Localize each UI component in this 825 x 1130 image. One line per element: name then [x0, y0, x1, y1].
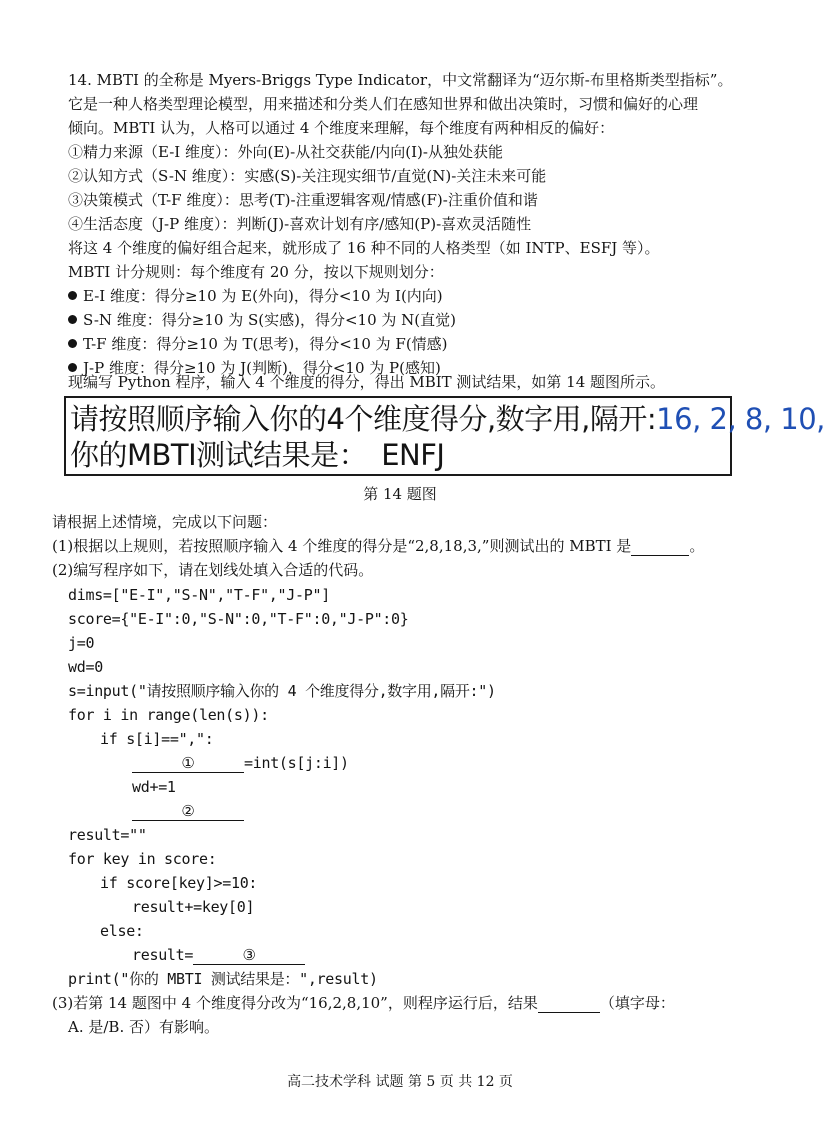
- answer-blank-q3[interactable]: [538, 994, 600, 1013]
- rule-title: MBTI 计分规则：每个维度有 20 分，按以下规则划分：: [68, 263, 444, 281]
- console-result-line: [70, 438, 444, 472]
- console-result-label: 你的MBTI测试结果是：: [70, 438, 368, 472]
- code-line: score={"E-I":0,"S-N":0,"T-F":0,"J-P":0}: [68, 610, 409, 628]
- console-prompt: 请按照顺序输入你的4个维度得分,数字用,隔开:: [70, 402, 657, 436]
- program-text: 现编写 Python 程序，输入 4 个维度的得分，得出 MBIT 测试结果，如第 14 题图所示。: [68, 373, 666, 391]
- code-line: wd=0: [68, 658, 103, 676]
- intro-line-1: 14. MBTI 的全称是 Myers-Briggs Type Indicator，中文常翻译为“迈尔斯-布里格斯类型指标”。: [68, 71, 733, 89]
- rule-item: [68, 286, 443, 306]
- code-text: =int(s[j:i]): [244, 754, 349, 772]
- code-line: for i in range(len(s)):: [68, 706, 269, 724]
- bullet-icon: [68, 363, 77, 372]
- rule-text: T-F 维度：得分≥10 为 T(思考)，得分<10 为 F(情感): [83, 335, 448, 353]
- rule-item: [68, 334, 448, 354]
- question-3: [52, 993, 675, 1013]
- console-result-value: ENFJ: [381, 438, 445, 472]
- rule-text: E-I 维度：得分≥10 为 E(外向)，得分<10 为 I(内向): [83, 287, 443, 305]
- question-3-text: (3)若第 14 题图中 4 个维度得分改为“16,2,8,10”，则程序运行后，结果: [52, 994, 538, 1012]
- answer-blank-1[interactable]: ①: [132, 754, 244, 773]
- code-line: result+=key[0]: [132, 898, 255, 916]
- page-footer: 高二技术学科 试题 第 5 页 共 12 页: [287, 1074, 513, 1090]
- intro-line-3: 倾向。MBTI 认为，人格可以通过 4 个维度来理解，每个维度有两种相反的偏好：: [68, 119, 615, 137]
- code-line: else:: [100, 922, 144, 940]
- dimension-1: ①精力来源（E-I 维度）：外向(E)-从社交获能/内向(I)-从独处获能: [68, 143, 503, 161]
- questions-lead: 请根据上述情境，完成以下问题：: [52, 513, 278, 531]
- code-line: [132, 945, 305, 965]
- answer-blank-2[interactable]: ②: [132, 802, 244, 821]
- console-prompt-line: [70, 402, 825, 436]
- rule-item: [68, 310, 456, 330]
- question-1-text: (1)根据以上规则，若按照顺序输入 4 个维度的得分是“2,8,18,3,”则测试出的 MBTI 是: [52, 537, 632, 555]
- answer-blank-3[interactable]: ③: [193, 946, 305, 965]
- dimension-3: ③决策模式（T-F 维度）：思考(T)-注重逻辑客观/情感(F)-注重价值和谐: [68, 191, 538, 209]
- console-input: 16, 2, 8, 10,: [656, 402, 825, 436]
- code-line: result="": [68, 826, 147, 844]
- figure-caption: 第 14 题图: [363, 485, 437, 503]
- question-2: (2)编写程序如下，请在划线处填入合适的代码。: [52, 561, 374, 579]
- code-line: if score[key]>=10:: [100, 874, 258, 892]
- console-figure: [64, 396, 825, 476]
- code-line: s=input("请按照顺序输入你的 4 个维度得分,数字用,隔开:"): [68, 682, 496, 700]
- answer-blank-q1[interactable]: [631, 537, 689, 556]
- code-text: result=: [132, 946, 194, 964]
- question-3-line-2: A. 是/B. 否）有影响。: [68, 1018, 219, 1036]
- code-line: wd+=1: [132, 778, 176, 796]
- code-line: if s[i]==",":: [100, 730, 214, 748]
- question-3-paren: （填字母：: [599, 994, 675, 1012]
- dimension-4: ④生活态度（J-P 维度）：判断(J)-喜欢计划有序/感知(P)-喜欢灵活随性: [68, 215, 532, 233]
- code-line: j=0: [68, 634, 95, 652]
- rule-text: J-P 维度：得分≥10 为 J(判断)，得分<10 为 P(感知): [83, 359, 441, 377]
- bullet-icon: [68, 291, 77, 300]
- bullet-icon: [68, 339, 77, 348]
- code-line: print("你的 MBTI 测试结果是：",result): [68, 970, 378, 988]
- code-line: [132, 753, 349, 773]
- code-line: dims=["E-I","S-N","T-F","J-P"]: [68, 586, 330, 604]
- dimension-2: ②认知方式（S-N 维度）：实感(S)-关注现实细节/直觉(N)-关注未来可能: [68, 167, 547, 185]
- bullet-icon: [68, 315, 77, 324]
- rule-text: S-N 维度：得分≥10 为 S(实感)，得分<10 为 N(直觉): [83, 311, 456, 329]
- combine-text: 将这 4 个维度的偏好组合起来，就形成了 16 种不同的人格类型（如 INTP、ESFJ 等）。: [68, 239, 660, 257]
- intro-line-2: 它是一种人格类型理论模型，用来描述和分类人们在感知世界和做出决策时，习惯和偏好的心理: [68, 95, 699, 113]
- code-line: [132, 801, 244, 821]
- question-1: [52, 536, 704, 556]
- question-1-end: 。: [689, 537, 705, 555]
- code-line: for key in score:: [68, 850, 217, 868]
